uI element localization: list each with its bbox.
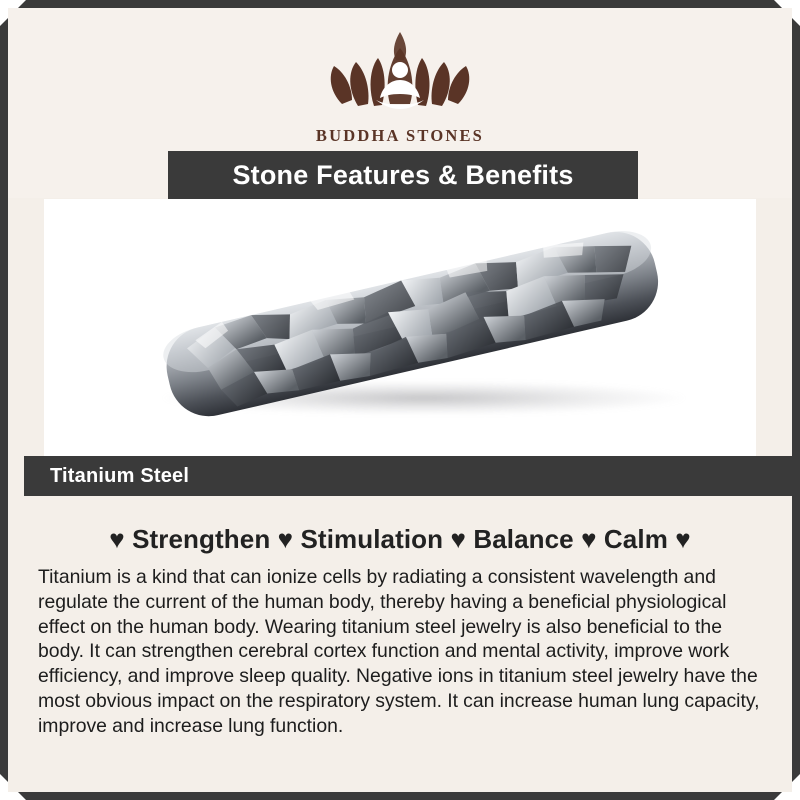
header-band xyxy=(8,8,792,198)
section-title-bar xyxy=(168,151,638,199)
lotus-meditation-figure-icon xyxy=(312,26,488,122)
brand-name: BUDDHA STONES xyxy=(315,126,485,145)
benefits-section xyxy=(24,504,776,739)
brand-logo xyxy=(8,26,792,146)
benefit-description: Titanium is a kind that can ionize cells by radiating a consistent wavelength and regulate the current of the human body, thereby having a beneficial physiological effect on the human body. Wearing titanium steel jewelry is also beneficial to the body. It can strengthen cerebral cortex function and mental activity, improve work efficiency, and improve sleep quality. Negative ions in titanium steel jewelry have the most obvious impact on the respiratory system. It can increase human lung capacity, improve and increase lung function. xyxy=(38,566,760,737)
page-title: Stone Features & Benefits xyxy=(232,159,574,190)
titanium-steel-rod-illustration xyxy=(128,217,698,437)
content-area xyxy=(8,8,792,792)
benefit-keywords: ♥ Strengthen ♥ Stimulation ♥ Balance ♥ Calm ♥ xyxy=(109,524,691,554)
product-label: Titanium Steel xyxy=(50,464,190,487)
product-image xyxy=(44,199,756,456)
product-label-band xyxy=(24,456,792,496)
